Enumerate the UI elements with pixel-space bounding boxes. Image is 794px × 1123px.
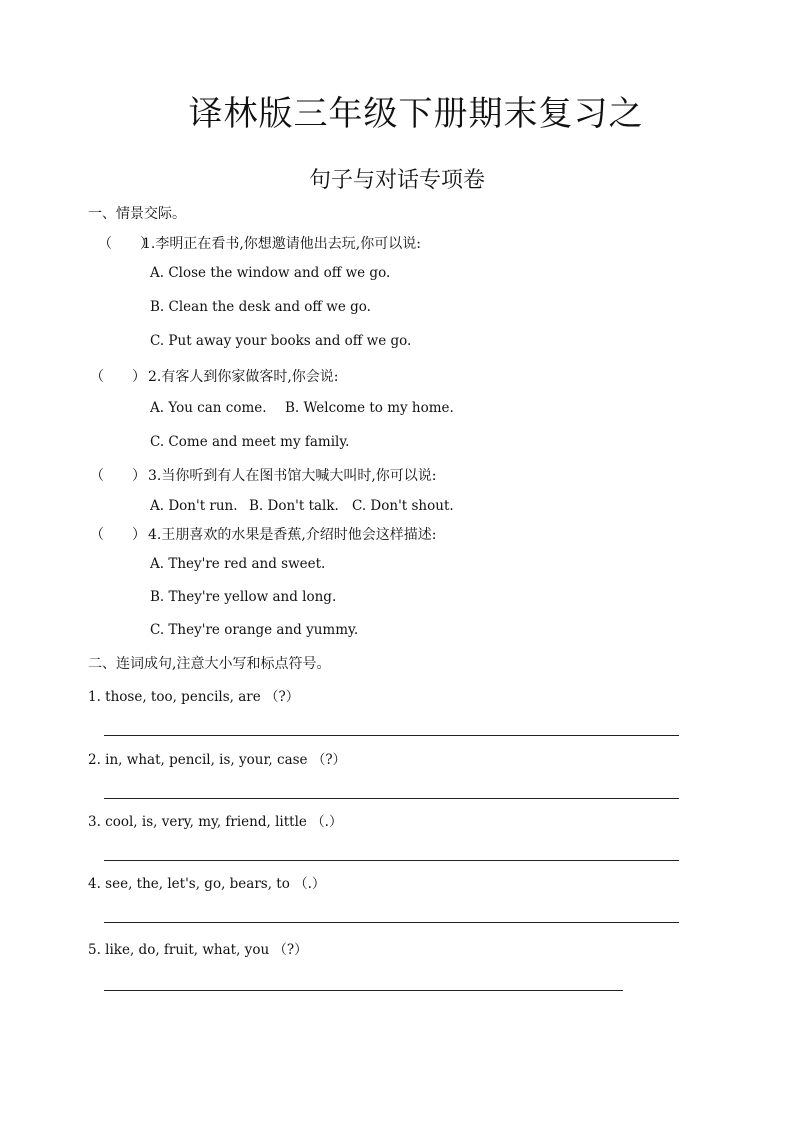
answer-line-4[interactable] [104, 922, 679, 923]
answer-line-5[interactable] [104, 990, 623, 991]
section-1-heading: 一、情景交际。 [88, 206, 186, 222]
question-stem: 4.王朋喜欢的水果是香蕉,介绍时他会这样描述: [148, 527, 437, 543]
page-title: 译林版三年级下册期末复习之 [188, 94, 644, 134]
option-c: C. They're orange and yummy. [150, 622, 359, 638]
option-c: C. Come and meet my family. [150, 434, 350, 450]
sentence-item-4: 4. see, the, let's, go, bears, to （.） [88, 876, 326, 892]
option-a: A. You can come. [150, 400, 267, 416]
option-b: B. Don't talk. [249, 498, 339, 514]
question-stem: 2.有客人到你家做客时,你会说: [148, 369, 339, 385]
option-c: C. Don't shout. [352, 498, 454, 514]
question-4 [90, 524, 437, 544]
question-stem: 3.当你听到有人在图书馆大喊大叫时,你可以说: [148, 468, 437, 484]
answer-paren[interactable]: （ ） [90, 369, 146, 385]
option-c: C. Put away your books and off we go. [150, 333, 412, 349]
sentence-item-5: 5. like, do, fruit, what, you （?） [88, 942, 308, 958]
option-a: A. Close the window and off we go. [150, 265, 391, 281]
option-b: B. Clean the desk and off we go. [150, 299, 371, 315]
question-1 [98, 233, 421, 253]
page-subtitle: 句子与对话专项卷 [308, 168, 485, 193]
section-2-heading: 二、连词成句,注意大小写和标点符号。 [88, 656, 331, 672]
sentence-item-1: 1. those, too, pencils, are （?） [88, 689, 300, 705]
question-3 [90, 465, 437, 485]
question-stem: 1.李明正在看书,你想邀请他出去玩,你可以说: [142, 236, 421, 252]
sentence-item-2: 2. in, what, pencil, is, your, case （?） [88, 752, 347, 768]
answer-paren[interactable]: （ ） [90, 468, 146, 484]
option-a: A. They're red and sweet. [150, 556, 326, 572]
answer-line-1[interactable] [104, 735, 679, 736]
option-a: A. Don't run. [150, 498, 238, 514]
sentence-item-3: 3. cool, is, very, my, friend, little （.） [88, 814, 343, 830]
question-2 [90, 366, 339, 386]
answer-line-2[interactable] [104, 798, 679, 799]
option-b: B. They're yellow and long. [150, 589, 337, 605]
answer-paren[interactable]: （ ） [90, 527, 146, 543]
option-b: B. Welcome to my home. [285, 400, 454, 416]
answer-paren[interactable]: （ ） [98, 236, 154, 252]
answer-line-3[interactable] [104, 860, 679, 861]
